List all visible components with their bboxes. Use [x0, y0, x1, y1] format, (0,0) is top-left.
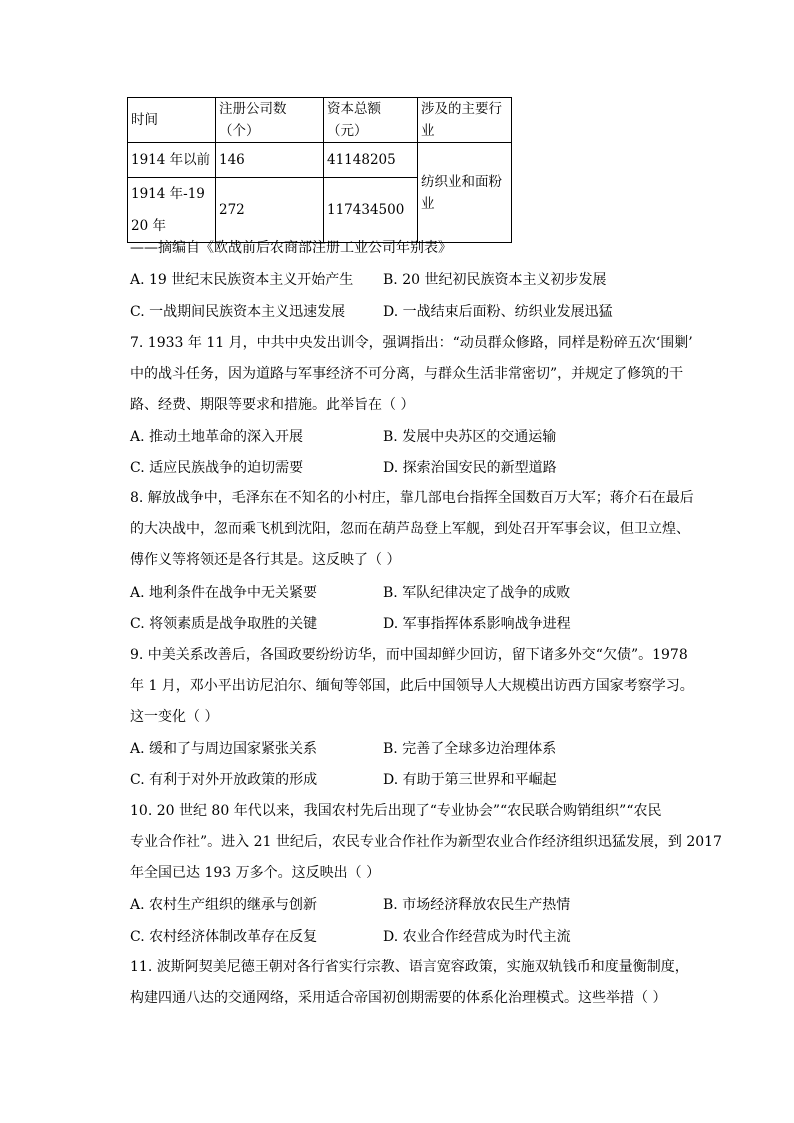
q10-option-b[interactable]: B. 市场经济释放农民生产热情	[383, 897, 571, 913]
q6-option-d[interactable]: D. 一战结束后面粉、纺织业发展迅猛	[383, 304, 613, 320]
table-header-row	[128, 98, 512, 143]
q10-option-a[interactable]: A. 农村生产组织的继承与创新	[130, 897, 318, 913]
row2-period-text: 1914 年-1920 年	[131, 186, 205, 234]
q7-option-c[interactable]: C. 适应民族战争的迫切需要	[130, 460, 304, 476]
q8-stem-line: 傅作义等将领还是各行其是。这反映了（ ）	[130, 552, 401, 568]
q9-option-d[interactable]: D. 有助于第三世界和平崛起	[383, 772, 557, 788]
header-companies: 注册公司数（个）	[216, 98, 324, 143]
row2-capital: 117434500	[324, 178, 418, 243]
q9-stem-line: 年 1 月，邓小平出访尼泊尔、缅甸等邻国，此后中国领导人大规模出访西方国家考察学习。	[130, 678, 694, 694]
q11-stem-line: 11. 波斯阿契美尼德王朝对各行省实行宗教、语言宽容政策，实施双轨钱币和度量衡制度，	[130, 959, 689, 975]
q10-stem-line: 专业合作社”。进入 21 世纪后，农民专业合作社作为新型农业合作经济组织迅猛发展，到 2017	[130, 834, 722, 850]
q10-option-c[interactable]: C. 农村经济体制改革存在反复	[130, 929, 318, 945]
q6-option-c[interactable]: C. 一战期间民族资本主义迅速发展	[130, 304, 346, 320]
q7-stem-line: 中的战斗任务，因为道路与军事经济不可分离，与群众生活非常密切”，并规定了修筑的干	[130, 366, 684, 382]
q8-stem-line: 的大决战中，忽而乘飞机到沈阳，忽而在葫芦岛登上军舰，到处召开军事会议，但卫立煌、	[130, 521, 690, 537]
row2-companies: 272	[216, 178, 324, 243]
q9-option-c[interactable]: C. 有利于对外开放政策的形成	[130, 772, 318, 788]
header-industry: 涉及的主要行业	[418, 98, 512, 143]
q6-option-a[interactable]: A. 19 世纪末民族资本主义开始产生	[130, 272, 354, 288]
statistics-table	[127, 97, 512, 243]
q11-stem-line: 构建四通八达的交通网络，采用适合帝国初创期需要的体系化治理模式。这些举措（ ）	[130, 990, 667, 1006]
q7-option-d[interactable]: D. 探索治国安民的新型道路	[383, 460, 557, 476]
q10-stem-line: 10. 20 世纪 80 年代以来，我国农村先后出现了“专业协会”“农民联合购销组织”“农民	[130, 803, 662, 819]
q9-stem-line: 这一变化（ ）	[130, 709, 219, 725]
q9-option-a[interactable]: A. 缓和了与周边国家紧张关系	[130, 741, 318, 757]
table-row	[128, 143, 512, 178]
row1-period: 1914 年以前	[128, 143, 216, 178]
q6-option-b[interactable]: B. 20 世纪初民族资本主义初步发展	[383, 272, 607, 288]
q9-option-b[interactable]: B. 完善了全球多边治理体系	[383, 741, 557, 757]
row1-companies: 146	[216, 143, 324, 178]
row2-period	[128, 178, 216, 243]
q8-option-d[interactable]: D. 军事指挥体系影响战争进程	[383, 616, 571, 632]
table-source: ——摘编自《欧战前后农商部注册工业公司年别表》	[130, 240, 452, 256]
q10-option-d[interactable]: D. 农业合作经营成为时代主流	[383, 929, 571, 945]
q7-stem-line: 路、经费、期限等要求和措施。此举旨在（ ）	[130, 397, 415, 413]
q7-stem-line: 7. 1933 年 11 月，中共中央发出训令，强调指出：“动员群众修路，同样是粉碎五次‘围剿’	[130, 335, 693, 351]
header-capital: 资本总额（元）	[324, 98, 418, 143]
q8-stem-line: 8. 解放战争中，毛泽东在不知名的小村庄，靠几部电台指挥全国数百万大军；蒋介石在最后	[130, 490, 694, 506]
q7-option-b[interactable]: B. 发展中央苏区的交通运输	[383, 429, 557, 445]
q8-option-a[interactable]: A. 地利条件在战争中无关紧要	[130, 585, 318, 601]
industry-cell: 纺织业和面粉业	[418, 143, 512, 243]
row1-capital: 41148205	[324, 143, 418, 178]
q7-option-a[interactable]: A. 推动土地革命的深入开展	[130, 429, 304, 445]
q8-option-c[interactable]: C. 将领素质是战争取胜的关键	[130, 616, 318, 632]
q9-stem-line: 9. 中美关系改善后，各国政要纷纷访华，而中国却鲜少回访，留下诸多外交“欠债”。1978	[130, 647, 688, 663]
header-period: 时间	[128, 98, 216, 143]
q10-stem-line: 年全国已达 193 万多个。这反映出（ ）	[130, 865, 381, 881]
q8-option-b[interactable]: B. 军队纪律决定了战争的成败	[383, 585, 571, 601]
